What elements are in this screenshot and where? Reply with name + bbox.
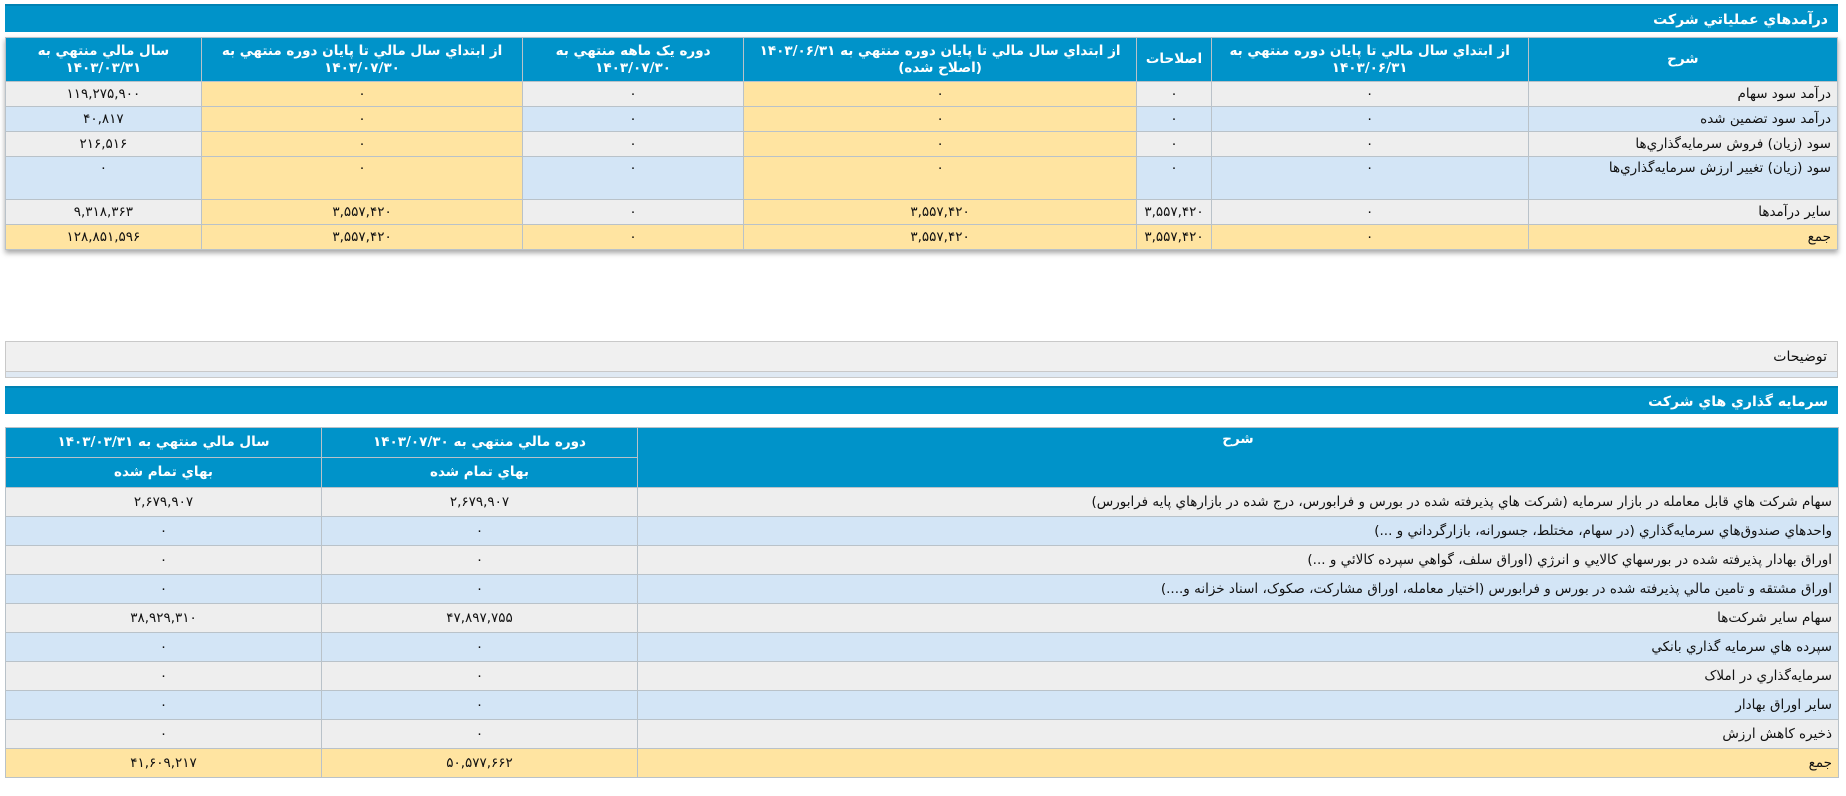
table-row [6,200,1838,225]
cell: ۳۸,۹۲۹,۳۱۰ [6,604,322,633]
notes-box [5,341,1838,372]
table-row [6,575,1839,604]
cell: ۰ [523,200,743,225]
investments-subheader-cost: بهاي تمام شده [322,458,638,488]
notes-divider [5,372,1838,378]
income-header-month-0730: دوره يک ماهه منتهي به ۱۴۰۳/۰۷/۳۰ [523,38,743,82]
cell: ۰ [322,517,638,546]
cell: ۰ [1211,200,1528,225]
table-row [6,720,1839,749]
row-label: سود (زيان) فروش سرمايه‌گذاري‌ها [1528,132,1837,157]
cell: ۰ [6,633,322,662]
row-label: سود (زيان) تغيير ارزش سرمايه‌گذاري‌ها [1528,157,1837,200]
cell: ۰ [523,132,743,157]
row-label: سپرده هاي سرمايه گذاري بانکي [638,633,1839,662]
income-header-ytd-0631: از ابتداي سال مالي تا پايان دوره منتهي به ۱۴۰۳/۰۶/۳۱ [1211,38,1528,82]
cell: ۰ [6,546,322,575]
cell: ۰ [743,132,1137,157]
cell: ۰ [6,691,322,720]
cell: ۰ [6,517,322,546]
cell: ۰ [1211,132,1528,157]
table-row [6,662,1839,691]
investments-section-title: سرمايه گذاري هاي شرکت [5,386,1838,414]
table-row [6,488,1839,517]
table-row [6,691,1839,720]
table-row [6,604,1839,633]
notes-label: توضيحات [1773,349,1827,365]
cell: ۰ [743,157,1137,200]
cell: ۳,۵۵۷,۴۲۰ [1137,225,1211,250]
income-section-title: درآمدهاي عملياتي شرکت [5,4,1838,32]
table-row [6,546,1839,575]
total-row [6,749,1839,778]
income-header-ytd-0631-adjusted: از ابتداي سال مالي تا پايان دوره منتهي به ۱۴۰۳/۰۶/۳۱ (اصلاح شده) [743,38,1137,82]
cell: ۰ [6,720,322,749]
cell: ۰ [201,132,523,157]
row-label: جمع [638,749,1839,778]
income-header-year-0331: سال مالي منتهي به ۱۴۰۳/۰۳/۳۱ [6,38,202,82]
table-row [6,107,1838,132]
investments-subheader-cost: بهاي تمام شده [6,458,322,488]
cell: ۰ [523,225,743,250]
cell: ۵۰,۵۷۷,۶۶۲ [322,749,638,778]
row-label: سهام ساير شرکت‌ها [638,604,1839,633]
row-label: ذخيره کاهش ارزش [638,720,1839,749]
cell: ۰ [201,107,523,132]
table-row [6,517,1839,546]
cell: ۳,۵۵۷,۴۲۰ [201,225,523,250]
income-header-adjustments: اصلاحات [1137,38,1211,82]
cell: ۲,۶۷۹,۹۰۷ [6,488,322,517]
cell: ۰ [1137,107,1211,132]
row-label: درآمد سود سهام [1528,82,1837,107]
table-row [6,82,1838,107]
cell: ۰ [322,662,638,691]
investments-header-period: دوره مالي منتهي به ۱۴۰۳/۰۷/۳۰ [322,428,638,458]
row-label: درآمد سود تضمين شده [1528,107,1837,132]
cell: ۰ [743,107,1137,132]
cell: ۰ [1137,82,1211,107]
investments-header-desc: شرح [638,428,1839,488]
cell: ۰ [6,662,322,691]
cell: ۰ [1137,157,1211,200]
row-label: سهام شرکت هاي قابل معامله در بازار سرمايه (شرکت هاي پذيرفته شده در بورس و فرابورس، درج شده در بازارهاي پايه فرابورس) [638,488,1839,517]
cell: ۰ [523,157,743,200]
cell: ۰ [1211,157,1528,200]
row-label: اوراق مشتقه و تامين مالي پذيرفته شده در بورس و فرابورس (اختيار معامله، اوراق مشارکت، صکوک، اسناد خزانه و....) [638,575,1839,604]
cell: ۲۱۶,۵۱۶ [6,132,202,157]
cell: ۰ [523,107,743,132]
cell: ۲,۶۷۹,۹۰۷ [322,488,638,517]
row-label: جمع [1528,225,1837,250]
cell: ۹,۳۱۸,۳۶۳ [6,200,202,225]
cell: ۰ [322,691,638,720]
table-row [6,132,1838,157]
cell: ۴۷,۸۹۷,۷۵۵ [322,604,638,633]
cell: ۳,۵۵۷,۴۲۰ [201,200,523,225]
cell: ۰ [743,82,1137,107]
row-label: ساير درآمدها [1528,200,1837,225]
cell: ۱۱۹,۲۷۵,۹۰۰ [6,82,202,107]
cell: ۰ [201,157,523,200]
income-header-desc: شرح [1528,38,1837,82]
table-row [6,157,1838,200]
table-row [6,633,1839,662]
income-header-row [6,38,1838,82]
row-label: واحدهاي صندوق‌هاي سرمايه‌گذاري (در سهام، مختلط، جسورانه، بازارگرداني و ...) [638,517,1839,546]
cell: ۰ [6,157,202,200]
cell: ۰ [6,575,322,604]
cell: ۱۲۸,۸۵۱,۵۹۶ [6,225,202,250]
row-label: سرمايه‌گذاري در املاک [638,662,1839,691]
cell: ۴۰,۸۱۷ [6,107,202,132]
row-label: ساير اوراق بهادار [638,691,1839,720]
investments-header-row [6,428,1839,458]
cell: ۰ [322,633,638,662]
cell: ۳,۵۵۷,۴۲۰ [743,200,1137,225]
cell: ۰ [1211,225,1528,250]
cell: ۰ [322,720,638,749]
cell: ۰ [322,546,638,575]
income-table [5,37,1838,250]
cell: ۴۱,۶۰۹,۲۱۷ [6,749,322,778]
cell: ۰ [1211,82,1528,107]
cell: ۰ [1137,132,1211,157]
cell: ۰ [322,575,638,604]
cell: ۰ [523,82,743,107]
investments-header-year: سال مالي منتهي به ۱۴۰۳/۰۳/۳۱ [6,428,322,458]
investments-table [5,427,1839,778]
cell: ۰ [201,82,523,107]
cell: ۳,۵۵۷,۴۲۰ [743,225,1137,250]
row-label: اوراق بهادار پذيرفته شده در بورسهاي کالايي و انرژي (اوراق سلف، گواهي سپرده کالائي و ...) [638,546,1839,575]
cell: ۳,۵۵۷,۴۲۰ [1137,200,1211,225]
income-header-ytd-0730: از ابتداي سال مالي تا پايان دوره منتهي به ۱۴۰۳/۰۷/۳۰ [201,38,523,82]
cell: ۰ [1211,107,1528,132]
total-row [6,225,1838,250]
